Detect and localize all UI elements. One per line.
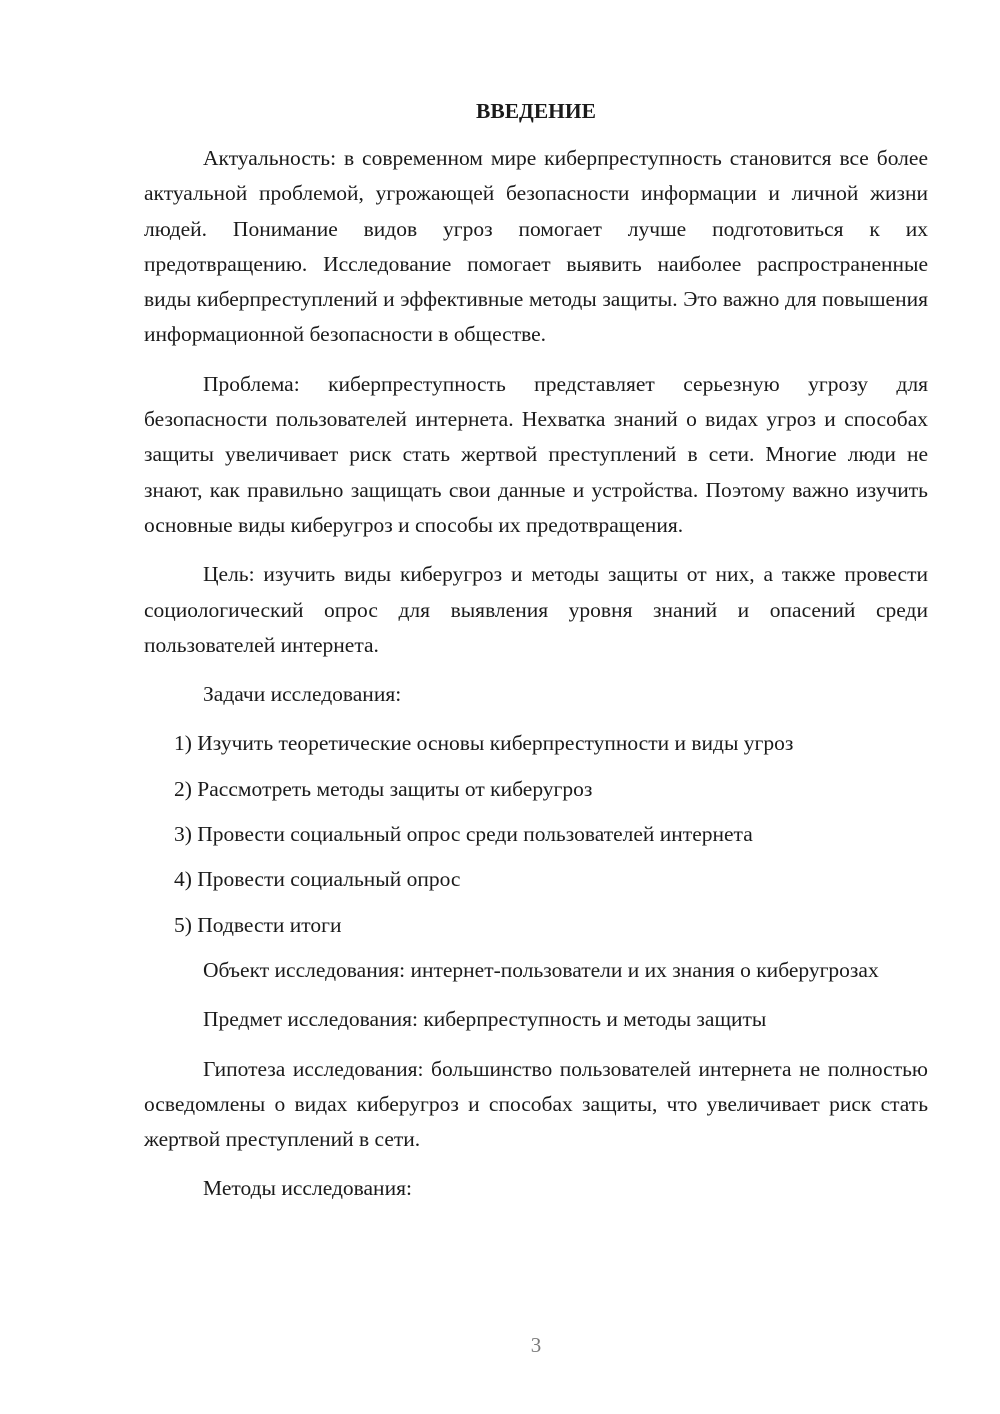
task-item-5: 5) Подвести итоги <box>174 912 342 937</box>
subject-paragraph: Предмет исследования: киберпреступность и методы защиты <box>203 1007 767 1032</box>
task-item-1: 1) Изучить теоретические основы киберпреступности и виды угроз <box>174 731 794 756</box>
object-paragraph: Объект исследования: интернет-пользователи и их знания о киберугрозах <box>203 957 879 982</box>
tasks-heading: Задачи исследования: <box>203 682 402 707</box>
section-title: ВВЕДЕНИЕ <box>476 99 596 123</box>
task-item-4: 4) Провести социальный опрос <box>174 867 461 892</box>
hypothesis-paragraph: Гипотеза исследования: большинство пользователей интернета не полностью осведомлены о видах киберугроз и способах защиты, что увеличивает риск стать жертвой преступлений в сети. <box>144 1056 928 1152</box>
relevance-paragraph: Актуальность: в современном мире киберпреступность становится все более актуальной проблемой, угрожающей безопасности информации и личной жизни людей. Понимание видов угроз помогает лучше подготовиться к их предотвращению. Исследование помогает выявить наиболее распространенные виды киберпреступлений и эффективные методы защиты. Это важно для повышения информационной безопасности в обществе. <box>144 146 928 347</box>
methods-heading: Методы исследования: <box>203 1176 412 1201</box>
goal-paragraph: Цель: изучить виды киберугроз и методы защиты от них, а также провести социологический опрос для выявления уровня знаний и опасений среди пользователей интернета. <box>144 562 928 657</box>
task-item-3: 3) Провести социальный опрос среди пользователей интернета <box>174 822 753 847</box>
document-page <box>144 94 928 1221</box>
problem-paragraph: Проблема: киберпреступность представляет серьезную угрозу для безопасности пользователей интернета. Нехватка знаний о видах угроз и способах защиты увеличивает риск стать жертвой преступлений в сети. Многие люди не знают, как правильно защищать свои данные и устройства. Поэтому важно изучить основные виды киберугроз и способы их предотвращения. <box>144 371 928 537</box>
tasks-list <box>144 726 928 942</box>
page-number: 3 <box>530 1333 542 1357</box>
task-item-2: 2) Рассмотреть методы защиты от киберугроз <box>174 776 593 801</box>
